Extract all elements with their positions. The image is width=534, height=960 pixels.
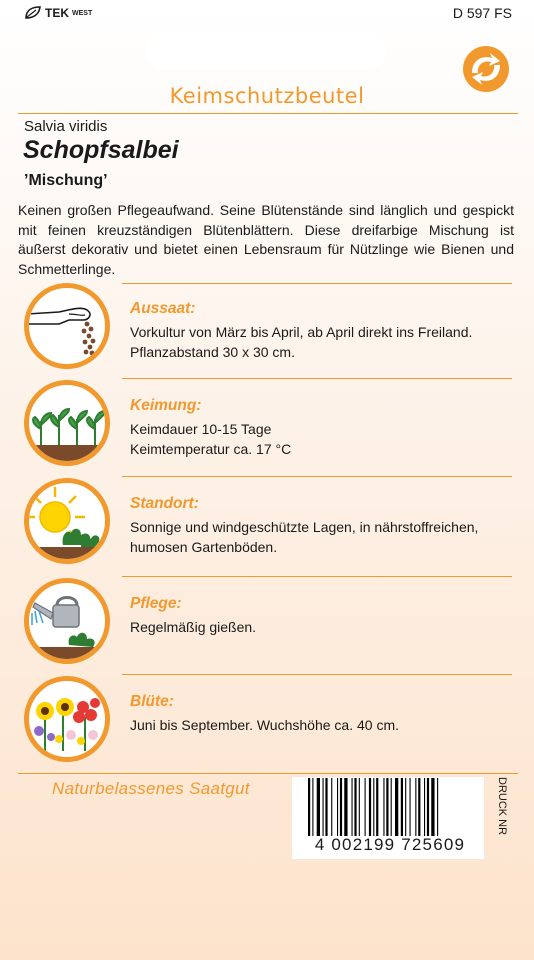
barcode-bar	[401, 778, 403, 836]
label-field	[146, 35, 386, 69]
row-divider	[122, 476, 512, 477]
barcode-bar	[418, 778, 420, 836]
sowing-hand-icon	[24, 283, 110, 369]
divider	[18, 773, 518, 774]
barcode-bar	[331, 778, 332, 836]
latin-name: Salvia viridis	[24, 118, 108, 135]
row-text: Vorkultur von März bis April, ab April direkt ins Freiland. Pflanzabstand 30 x 30 cm.	[130, 324, 473, 360]
barcode-bar	[323, 778, 324, 836]
barcode-bar	[344, 778, 347, 836]
divider	[18, 113, 518, 114]
barcode-bar	[383, 778, 384, 836]
barcode-bar	[325, 778, 327, 836]
natural-seed-label: Naturbelassenes Saatgut	[52, 779, 250, 798]
barcode-bar	[365, 778, 366, 836]
row-divider	[122, 378, 512, 379]
row-divider	[122, 576, 512, 577]
watering-can-icon	[24, 578, 110, 664]
instruction-row-sowing	[24, 283, 514, 373]
barcode-bar	[359, 778, 360, 836]
instruction-row-care	[24, 578, 514, 668]
row-title: Aussaat:	[130, 300, 196, 317]
flowers-icon	[24, 676, 110, 762]
brand-suffix: WEST	[72, 9, 93, 17]
barcode-bar	[431, 778, 434, 836]
row-text	[130, 419, 510, 459]
row-text-line: Keimtemperatur ca. 17 °C	[130, 441, 292, 457]
barcode-bar	[437, 778, 438, 836]
barcode-bar	[354, 778, 356, 836]
sun-location-icon	[24, 478, 110, 564]
instruction-row-location	[24, 478, 514, 568]
leaf-logo-icon	[24, 6, 42, 20]
row-title: Keimung:	[130, 397, 202, 414]
barcode-bar	[395, 778, 398, 836]
barcode-bar	[373, 778, 374, 836]
instruction-row-germination	[24, 380, 514, 470]
barcode-icon	[308, 778, 480, 836]
variety-name: ’Mischung’	[24, 172, 108, 189]
barcode-number: 4 002199 725609	[314, 835, 466, 854]
barcode-bar	[427, 778, 429, 836]
product-code: D 597 FS	[452, 5, 512, 21]
plant-name: Schopfsalbei	[23, 136, 179, 164]
row-title: Pflege:	[130, 595, 182, 612]
barcode-bar	[337, 778, 338, 836]
description: Keinen großen Pflegeaufwand. Seine Blütenstände sind länglich und gespickt mit feinen kreuzständigen Blütenblättern. Diese dreifarbige Mischung ist äußerst dekorativ und bietet einen Lebensraum für Nützlinge wie Bienen und Schmetterlinge.	[18, 202, 514, 277]
barcode-bar	[352, 778, 353, 836]
barcode-bar	[312, 778, 313, 836]
brand-logo	[24, 6, 92, 20]
row-divider	[122, 674, 512, 675]
banner-title: Keimschutzbeutel	[169, 84, 365, 108]
barcode-bar	[386, 778, 388, 836]
row-divider	[122, 283, 512, 284]
barcode-bar	[340, 778, 342, 836]
barcode-bar	[369, 778, 371, 836]
row-text: Sonnige und windgeschützte Lagen, in nährstoffreichen, humosen Gartenböden.	[130, 519, 479, 555]
barcode-bar	[317, 778, 320, 836]
row-text: Regelmäßig gießen.	[130, 619, 257, 635]
print-number-label: DRUCK NR	[496, 777, 508, 836]
row-text-line: Keimdauer 10-15 Tage	[130, 421, 272, 437]
barcode-bar	[376, 778, 378, 836]
instruction-row-bloom	[24, 676, 514, 766]
barcode-bar	[410, 778, 411, 836]
barcode-bar	[424, 778, 425, 836]
brand-name: TEK	[45, 6, 69, 20]
row-title: Standort:	[130, 495, 199, 512]
barcode-bar	[391, 778, 392, 836]
row-title: Blüte:	[130, 693, 174, 710]
barcode-bar	[308, 778, 310, 836]
barcode-bar	[415, 778, 416, 836]
row-text: Juni bis September. Wuchshöhe ca. 40 cm.	[130, 717, 399, 733]
seedlings-icon	[24, 380, 110, 466]
barcode-bar	[405, 778, 406, 836]
